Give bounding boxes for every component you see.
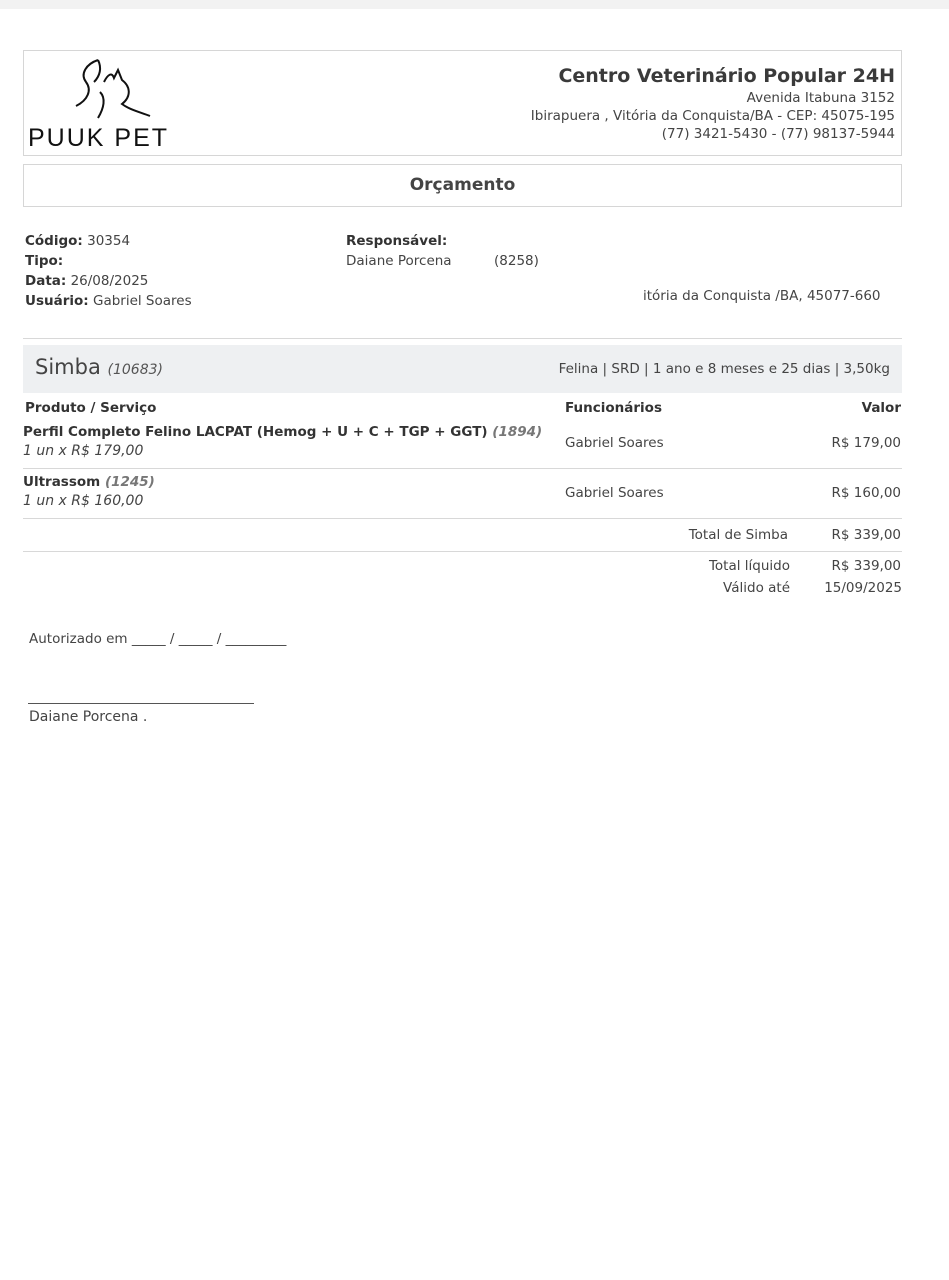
product-code: (1894) xyxy=(492,424,543,440)
cat-dog-logo-icon xyxy=(60,56,160,126)
top-strip xyxy=(0,0,949,9)
product-name: Perfil Completo Felino LACPAT (Hemog + U + C + TGP + GGT) xyxy=(23,424,488,440)
divider xyxy=(23,338,902,339)
table-row xyxy=(23,474,155,509)
row-product-name xyxy=(23,474,155,490)
pet-total-value: R$ 339,00 xyxy=(831,527,901,543)
product-code: (1245) xyxy=(104,474,155,490)
responsavel-address: itória da Conquista /BA, 45077-660 xyxy=(643,288,881,304)
document-title: Orçamento xyxy=(23,164,902,207)
codigo xyxy=(25,233,130,249)
row-value: R$ 179,00 xyxy=(831,435,901,451)
clinic-info xyxy=(531,65,895,143)
brand-logo-text: PUUK PET xyxy=(28,124,170,152)
data-label: Data: xyxy=(25,273,67,289)
pet-name xyxy=(35,355,163,379)
row-divider xyxy=(23,518,902,519)
header-product: Produto / Serviço xyxy=(25,400,157,416)
header-staff: Funcionários xyxy=(565,400,662,416)
usuario-label: Usuário: xyxy=(25,293,89,309)
clinic-phones: (77) 3421-5430 - (77) 98137-5944 xyxy=(661,126,895,142)
tipo xyxy=(25,253,63,269)
usuario xyxy=(25,293,192,309)
product-name: Ultrassom xyxy=(23,474,101,490)
signature-line xyxy=(28,703,254,704)
clinic-name: Centro Veterinário Popular 24H xyxy=(558,65,895,87)
pet-bar xyxy=(23,345,902,393)
responsavel-label xyxy=(346,233,447,249)
responsavel-name: Daiane Porcena xyxy=(346,253,452,269)
row-divider xyxy=(23,468,902,469)
valid-until-label: Válido até xyxy=(723,580,790,596)
pet-description: Felina | SRD | 1 ano e 8 meses e 25 dias | 3,50kg xyxy=(558,361,890,377)
responsavel-code: (8258) xyxy=(494,253,539,269)
tipo-label: Tipo: xyxy=(25,253,64,269)
data xyxy=(25,273,148,289)
responsavel-label-text: Responsável: xyxy=(346,233,448,249)
net-total-label: Total líquido xyxy=(708,558,790,574)
table-row xyxy=(23,424,542,459)
row-staff: Gabriel Soares xyxy=(565,435,664,451)
row-quantity: 1 un x R$ 179,00 xyxy=(23,443,144,459)
authorized-date: Autorizado em _____ / _____ / _________ xyxy=(29,631,287,647)
valid-until-value: 15/09/2025 xyxy=(824,580,902,596)
net-total-value: R$ 339,00 xyxy=(831,558,901,574)
row-product-name xyxy=(23,424,542,440)
signer-name: Daiane Porcena . xyxy=(29,709,148,725)
data-value: 26/08/2025 xyxy=(70,273,149,289)
header-value: Valor xyxy=(861,400,901,416)
row-quantity: 1 un x R$ 160,00 xyxy=(23,493,144,509)
pet-total-label: Total de Simba xyxy=(688,527,788,543)
codigo-label: Código: xyxy=(25,233,83,249)
total-divider xyxy=(23,551,902,552)
codigo-value: 30354 xyxy=(87,233,131,249)
pet-code: (10683) xyxy=(107,362,163,378)
usuario-value: Gabriel Soares xyxy=(92,293,192,309)
clinic-address-2: Ibirapuera , Vitória da Conquista/BA - CEP: 45075-195 xyxy=(530,108,895,124)
row-staff: Gabriel Soares xyxy=(565,485,664,501)
clinic-address-1: Avenida Itabuna 3152 xyxy=(746,90,895,106)
row-value: R$ 160,00 xyxy=(831,485,901,501)
pet-name-text: Simba xyxy=(35,355,101,379)
